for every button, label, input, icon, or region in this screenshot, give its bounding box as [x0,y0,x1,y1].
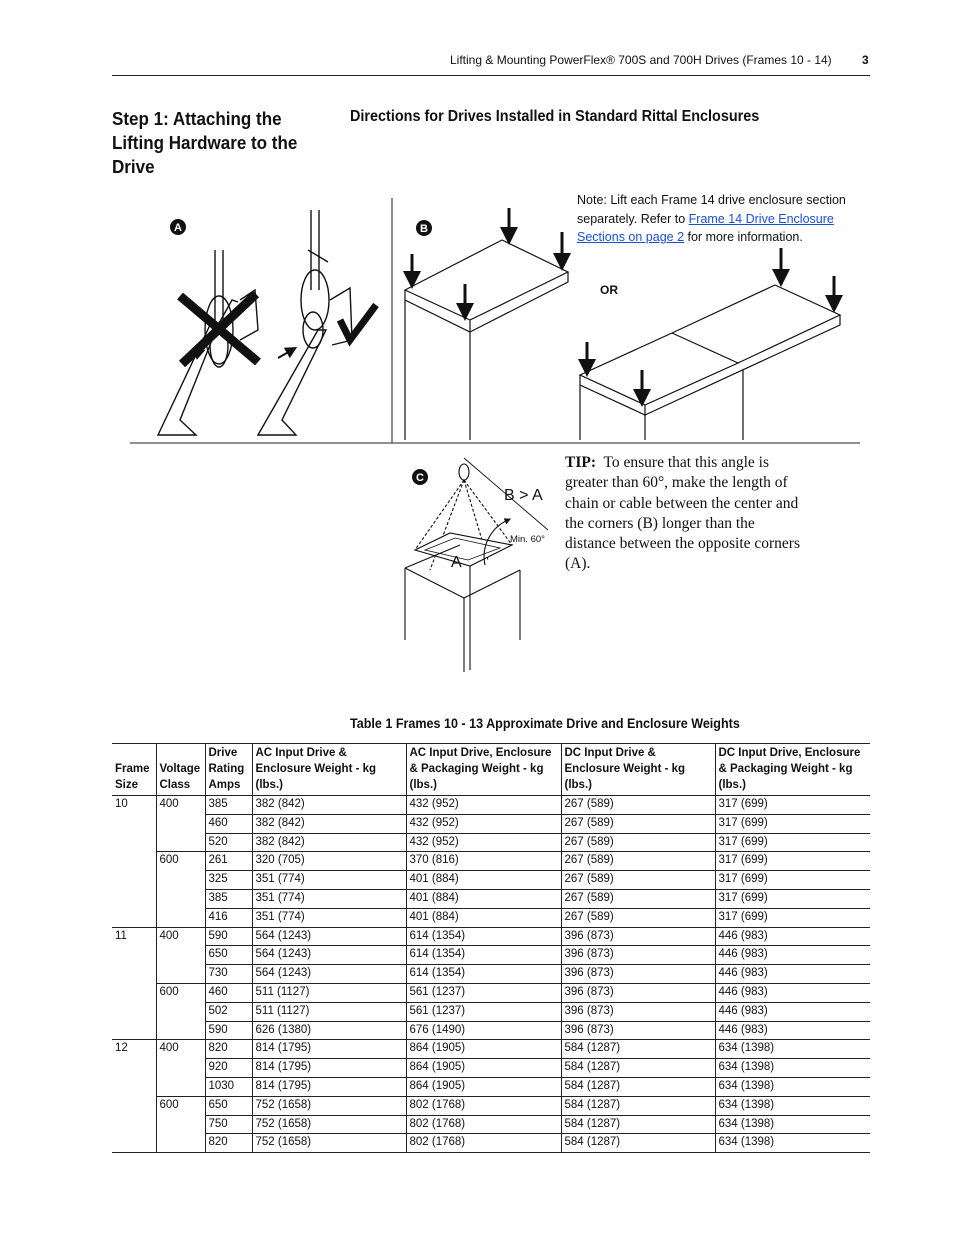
weights-table [112,743,870,1153]
table-cell: 401 (884) [406,908,561,927]
table-cell: 820 [205,1040,252,1059]
table-cell: 634 (1398) [715,1096,870,1115]
table-cell: 634 (1398) [715,1134,870,1153]
table-cell: 382 (842) [252,814,406,833]
table-cell: 590 [205,1021,252,1040]
table-cell: 400 [156,796,205,815]
table-cell [156,889,205,908]
header-dc-weight: DC Input Drive & Enclosure Weight - kg (lbs.) [561,744,715,796]
table-cell: 317 (699) [715,908,870,927]
table-cell: 752 (1658) [252,1134,406,1153]
table-cell [112,889,156,908]
table-row [112,833,870,852]
table-cell [156,1134,205,1153]
table-cell: 814 (1795) [252,1040,406,1059]
table-cell: 590 [205,927,252,946]
table-row [112,814,870,833]
table-cell: 814 (1795) [252,1059,406,1078]
table-cell: 446 (983) [715,1021,870,1040]
table-row [112,927,870,946]
table-cell: 614 (1354) [406,965,561,984]
table-cell: 267 (589) [561,814,715,833]
table-cell: 351 (774) [252,889,406,908]
table-cell: 396 (873) [561,1002,715,1021]
table-cell [112,946,156,965]
table-cell [112,1115,156,1134]
min-angle-label: Min. 60° [510,534,545,545]
table-row [112,796,870,815]
table-cell: 396 (873) [561,927,715,946]
table-cell [112,1002,156,1021]
table-cell [156,833,205,852]
table-cell [156,1021,205,1040]
table-cell: 564 (1243) [252,927,406,946]
table-row [112,871,870,890]
table-cell: 446 (983) [715,1002,870,1021]
dual-enclosure-illustration [580,285,840,440]
table-cell: 511 (1127) [252,1002,406,1021]
table-cell: 317 (699) [715,871,870,890]
header-drive-rating: Drive Rating Amps [205,744,252,796]
table-cell: 864 (1905) [406,1059,561,1078]
tip-label: TIP: [565,454,596,471]
table-cell: 370 (816) [406,852,561,871]
b-greater-a-label: B > A [504,487,543,504]
table-row [112,1040,870,1059]
table-cell: 614 (1354) [406,946,561,965]
table-cell: 600 [156,983,205,1002]
table-cell: 400 [156,927,205,946]
table-cell: 382 (842) [252,796,406,815]
table-row [112,1077,870,1096]
table-cell: 351 (774) [252,871,406,890]
table-cell [112,833,156,852]
header-voltage-class: Voltage Class [156,744,205,796]
table-cell: 325 [205,871,252,890]
table-cell: 416 [205,908,252,927]
table-cell: 650 [205,1096,252,1115]
table-cell [112,814,156,833]
table-cell: 351 (774) [252,908,406,927]
table-row [112,1115,870,1134]
table-cell: 320 (705) [252,852,406,871]
table-cell: 267 (589) [561,833,715,852]
table-cell: 750 [205,1115,252,1134]
table-cell: 802 (1768) [406,1115,561,1134]
table-cell: 460 [205,983,252,1002]
table-cell: 382 (842) [252,833,406,852]
table-cell: 864 (1905) [406,1077,561,1096]
table-cell: 920 [205,1059,252,1078]
table-cell: 460 [205,814,252,833]
table-cell [112,965,156,984]
table-cell: 317 (699) [715,852,870,871]
table-cell [156,946,205,965]
table-cell: 511 (1127) [252,983,406,1002]
table-cell: 634 (1398) [715,1077,870,1096]
table-cell: 396 (873) [561,946,715,965]
table-cell: 446 (983) [715,965,870,984]
table-cell: 561 (1237) [406,983,561,1002]
tip-text: To ensure that this angle is greater than 60°, make the length of chain or cable between the center and the corners (B) longer than the distance between the opposite corners (A). [565,454,800,573]
table-row [112,1134,870,1153]
frame14-note [577,191,862,247]
step-title: Step 1: Attaching the Lifting Hardware to the Drive [112,108,298,177]
table-cell: 267 (589) [561,871,715,890]
table-cell [156,1002,205,1021]
table-cell [112,908,156,927]
page-number: 3 [862,53,869,67]
table-cell: 520 [205,833,252,852]
table-row [112,889,870,908]
table-header-row [112,744,870,796]
table-row [112,908,870,927]
table-cell: 502 [205,1002,252,1021]
table-cell: 634 (1398) [715,1115,870,1134]
table-cell: 561 (1237) [406,1002,561,1021]
table-row [112,965,870,984]
table-cell: 864 (1905) [406,1040,561,1059]
table-row [112,852,870,871]
table-cell: 752 (1658) [252,1096,406,1115]
table-cell: 446 (983) [715,927,870,946]
table-cell: 614 (1354) [406,927,561,946]
table-cell: 634 (1398) [715,1059,870,1078]
table-cell [112,871,156,890]
section-title: Directions for Drives Installed in Standard Rittal Enclosures [350,108,760,125]
table-cell: 730 [205,965,252,984]
table-cell: 584 (1287) [561,1096,715,1115]
table-cell: 267 (589) [561,852,715,871]
table-cell: 650 [205,946,252,965]
table-cell [112,1059,156,1078]
note-prefix: Note: Lift each Frame 14 drive enclosure section separately. Refer to [577,193,846,226]
table-cell: 267 (589) [561,889,715,908]
table-cell: 317 (699) [715,889,870,908]
table-cell: 12 [112,1040,156,1059]
table-cell [112,983,156,1002]
table-cell [112,852,156,871]
table-cell [156,1115,205,1134]
table-cell: 396 (873) [561,1021,715,1040]
table-cell: 432 (952) [406,796,561,815]
table-cell: 802 (1768) [406,1096,561,1115]
table-cell: 10 [112,796,156,815]
header-ac-packaging-weight: AC Input Drive, Enclosure & Packaging Weight - kg (lbs.) [406,744,561,796]
or-label: OR [600,283,618,297]
table-cell: 385 [205,796,252,815]
table-cell: 317 (699) [715,814,870,833]
table-cell: 11 [112,927,156,946]
table-cell: 401 (884) [406,889,561,908]
table-cell: 564 (1243) [252,965,406,984]
panel-a-illustration [158,210,376,435]
table-cell: 267 (589) [561,796,715,815]
table-cell: 584 (1287) [561,1059,715,1078]
table-cell: 432 (952) [406,833,561,852]
table-cell [156,1059,205,1078]
table-cell [112,1077,156,1096]
table-cell: 446 (983) [715,946,870,965]
table-row [112,1002,870,1021]
header-frame-size: Frame Size [112,744,156,796]
table-cell: 600 [156,1096,205,1115]
table-cell: 385 [205,889,252,908]
table-cell: 802 (1768) [406,1134,561,1153]
table-row [112,946,870,965]
table-cell: 584 (1287) [561,1040,715,1059]
table-cell [156,871,205,890]
header-dc-packaging-weight: DC Input Drive, Enclosure & Packaging Weight - kg (lbs.) [715,744,870,796]
table-row [112,1021,870,1040]
note-suffix: for more information. [684,230,803,244]
single-enclosure-illustration [405,240,568,440]
tip-block [565,453,805,575]
table-cell: 584 (1287) [561,1115,715,1134]
table-cell: 564 (1243) [252,946,406,965]
table-cell [112,1021,156,1040]
table-cell: 401 (884) [406,871,561,890]
table-row [112,1096,870,1115]
table-cell [156,965,205,984]
table-cell: 317 (699) [715,833,870,852]
frame14-sections-link[interactable]: Frame 14 Drive Enclosure Sections on page 2 [577,211,834,244]
table-cell: 752 (1658) [252,1115,406,1134]
label-b-text: B [420,223,428,235]
table-cell: 267 (589) [561,908,715,927]
label-a-text: A [174,222,182,234]
table-cell: 396 (873) [561,983,715,1002]
table-cell: 626 (1380) [252,1021,406,1040]
table-cell: 396 (873) [561,965,715,984]
table-row [112,983,870,1002]
table-cell: 1030 [205,1077,252,1096]
table-cell: 432 (952) [406,814,561,833]
table-cell [156,1077,205,1096]
table-cell: 584 (1287) [561,1134,715,1153]
table-cell: 317 (699) [715,796,870,815]
table-cell [112,1134,156,1153]
table-cell [156,814,205,833]
table-cell: 600 [156,852,205,871]
table-cell: 446 (983) [715,983,870,1002]
table-caption: Table 1 Frames 10 - 13 Approximate Drive and Enclosure Weights [350,716,740,731]
table-cell [112,1096,156,1115]
table-cell: 261 [205,852,252,871]
header-ac-weight: AC Input Drive & Enclosure Weight - kg (lbs.) [252,744,406,796]
table-cell: 814 (1795) [252,1077,406,1096]
table-cell: 676 (1490) [406,1021,561,1040]
table-cell [156,908,205,927]
table-row [112,1059,870,1078]
a-distance-label: A [451,554,462,571]
table-cell: 820 [205,1134,252,1153]
table-cell: 400 [156,1040,205,1059]
table-cell: 584 (1287) [561,1077,715,1096]
table-cell: 634 (1398) [715,1040,870,1059]
label-c-text: C [416,472,424,484]
running-header: Lifting & Mounting PowerFlex® 700S and 700H Drives (Frames 10 - 14) [450,53,832,67]
